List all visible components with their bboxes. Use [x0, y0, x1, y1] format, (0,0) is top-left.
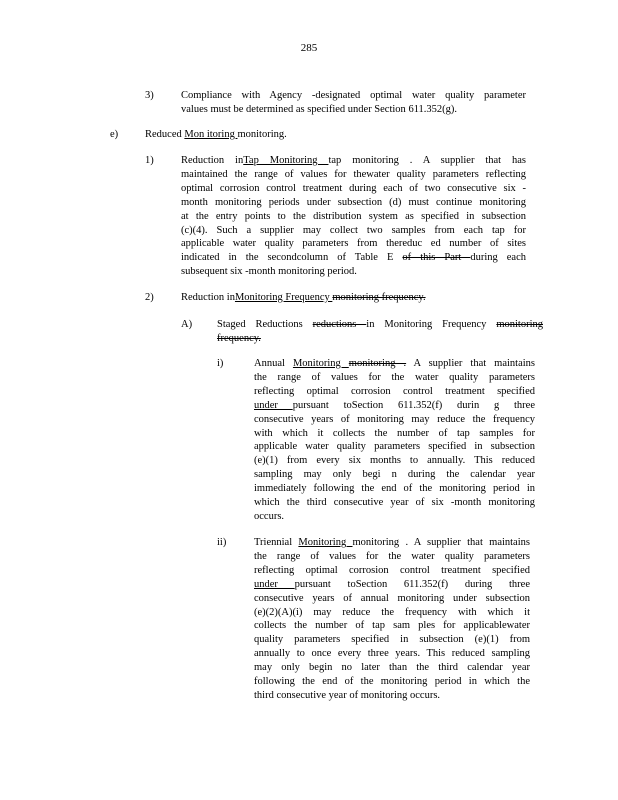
- item-e2-heading: [181, 291, 481, 305]
- item-e1-line-5: at the entry points to the distribution system as specified in subsection: [181, 210, 526, 222]
- item-ii-line-11: following the end of the monitoring period in which the: [254, 676, 530, 688]
- item-e-heading-line: [145, 128, 345, 142]
- item-i-line-8: (e)(1) from every six months to annually. This reduced: [254, 455, 535, 467]
- item-ii-line-8: quality parameters specified in subsection (e)(1) from: [254, 634, 530, 646]
- item-A-line-1: [217, 318, 543, 332]
- item-e-heading-a: Reduced: [145, 129, 185, 140]
- item-A-text: [217, 318, 543, 346]
- item-3-line-2: [181, 103, 526, 117]
- item-e-heading-inserted: Mon itoring: [184, 129, 238, 140]
- item-e1-line-1-b: tap monitoring . A supplier that has: [328, 155, 526, 166]
- item-e1-line-8: [181, 251, 526, 265]
- item-i-line-9: sampling may only begi n during the calendar year: [254, 469, 535, 481]
- item-ii-line-9: annually to once every three years. This reduced sampling: [254, 648, 530, 660]
- item-ii-line-4-b: pursuant toSection 611.352(f) during three: [294, 578, 530, 590]
- item-ii-line-1-a: Triennial: [254, 537, 299, 548]
- item-e2-heading-a: Reduction in: [181, 292, 235, 303]
- item-e1-line-8-deleted: of this Part: [402, 252, 471, 264]
- item-e1-line-6: (c)(4). Such a supplier may collect two samples from each tap for: [181, 224, 526, 236]
- item-e2-heading-deleted: monitoring frequency.: [332, 292, 426, 303]
- item-A-label: A): [181, 319, 193, 330]
- item-e1-line-1: [181, 154, 526, 168]
- item-i-line-12: occurs.: [254, 510, 285, 522]
- item-3-label: 3): [145, 90, 154, 101]
- item-ii-line-1-inserted: Monitoring: [298, 537, 353, 548]
- item-e1-line-4: month monitoring periods under subsection (d) must continue monitoring: [181, 196, 526, 208]
- item-ii-text: [254, 536, 530, 703]
- item-e1-line-1-a: Reduction in: [181, 155, 244, 166]
- item-i-line-1-b: A supplier that maintains: [406, 358, 535, 369]
- item-i-line-1-a: Annual: [254, 358, 293, 369]
- item-e1-line-9: subsequent six -month monitoring period.: [181, 266, 357, 278]
- item-3-text: [181, 89, 526, 117]
- item-e2-heading-inserted: Monitoring Frequency: [234, 292, 333, 303]
- item-A-line-1-b: in Monitoring Frequency: [366, 319, 497, 330]
- item-A-line-1-deleted-2: monitoring: [496, 319, 543, 330]
- item-ii-line-1: [254, 536, 530, 550]
- item-3-line-1: Compliance with Agency -designated optimal water quality parameter: [181, 90, 526, 101]
- item-i-label: i): [217, 358, 224, 369]
- item-e-heading: [145, 128, 345, 142]
- item-i-line-1: [254, 357, 535, 371]
- item-ii-label: ii): [217, 537, 227, 548]
- item-ii-line-4-inserted: under: [254, 578, 295, 590]
- page-number: 285: [300, 42, 318, 54]
- item-A-line-1-deleted-1: reductions: [312, 319, 367, 330]
- item-e1-line-3: optimal corrosion control treatment during each of two consecutive six -: [181, 182, 526, 194]
- item-i-line-2: the range of values for the water quality parameters: [254, 371, 535, 383]
- item-e2-heading-line: [181, 291, 481, 305]
- item-i-line-5: consecutive years of monitoring may reduce the frequency: [254, 413, 535, 425]
- item-i-line-6: with which it collects the number of tap samples for: [254, 427, 535, 439]
- item-A-line-2: [217, 332, 543, 346]
- item-e1-line-2: maintained the range of values for thewater quality parameters reflecting: [181, 168, 526, 180]
- item-i-line-1-inserted: Monitoring: [292, 358, 349, 369]
- item-ii-line-4: [254, 578, 530, 592]
- item-ii-line-6: (e)(2)(A)(i) may reduce the frequency with which it: [254, 606, 530, 618]
- item-i-line-4-inserted: under: [254, 399, 293, 411]
- item-i-text: [254, 357, 535, 524]
- item-e-label: e): [110, 129, 119, 140]
- item-e2-label: 2): [145, 292, 154, 303]
- item-e1-line-8-b: during each: [470, 252, 526, 264]
- item-ii-line-2: the range of values for the water quality parameters: [254, 550, 530, 562]
- item-e1-line-7: applicable water quality parameters from thereduc ed number of sites: [181, 238, 526, 250]
- item-A-line-2-deleted: frequency.: [217, 332, 261, 344]
- item-3-line-2-a: values must be determined as specified under Section: [181, 103, 409, 115]
- item-i-line-4: [254, 399, 535, 413]
- item-ii-line-3: reflecting optimal corrosion control treatment specified: [254, 564, 530, 576]
- item-A-line-1-a: Staged Reductions: [217, 319, 313, 330]
- item-i-line-11: which the third consecutive year of six -month monitoring: [254, 497, 535, 509]
- item-3-line-2-b: 611.352(g).: [408, 103, 458, 115]
- item-e1-line-8-a: indicated in the secondcolumn of Table E: [181, 252, 403, 264]
- item-i-line-4-b: pursuant toSection 611.352(f) durin g three: [292, 399, 535, 411]
- item-i-line-10: immediately following the end of the monitoring period in: [254, 483, 535, 495]
- item-i-line-3: reflecting optimal corrosion control treatment specified: [254, 385, 535, 397]
- item-ii-line-12: third consecutive year of monitoring occurs.: [254, 689, 441, 701]
- item-e1-text: [181, 154, 526, 279]
- item-e1-label: 1): [145, 155, 154, 166]
- item-ii-line-7: collects the number of tap sam ples for applicablewater: [254, 620, 530, 632]
- item-ii-line-10: may only begin no later than the third calendar year: [254, 662, 530, 674]
- item-i-line-7: applicable water quality parameters specified in subsection: [254, 441, 535, 453]
- item-ii-line-5: consecutive years of annual monitoring under subsection: [254, 592, 530, 604]
- item-e-heading-b: monitoring.: [237, 129, 287, 140]
- item-ii-line-1-b: monitoring . A supplier that maintains: [352, 537, 530, 548]
- item-i-line-1-deleted: monitoring .: [348, 358, 407, 369]
- item-e1-line-1-inserted: Tap Monitoring: [243, 155, 329, 166]
